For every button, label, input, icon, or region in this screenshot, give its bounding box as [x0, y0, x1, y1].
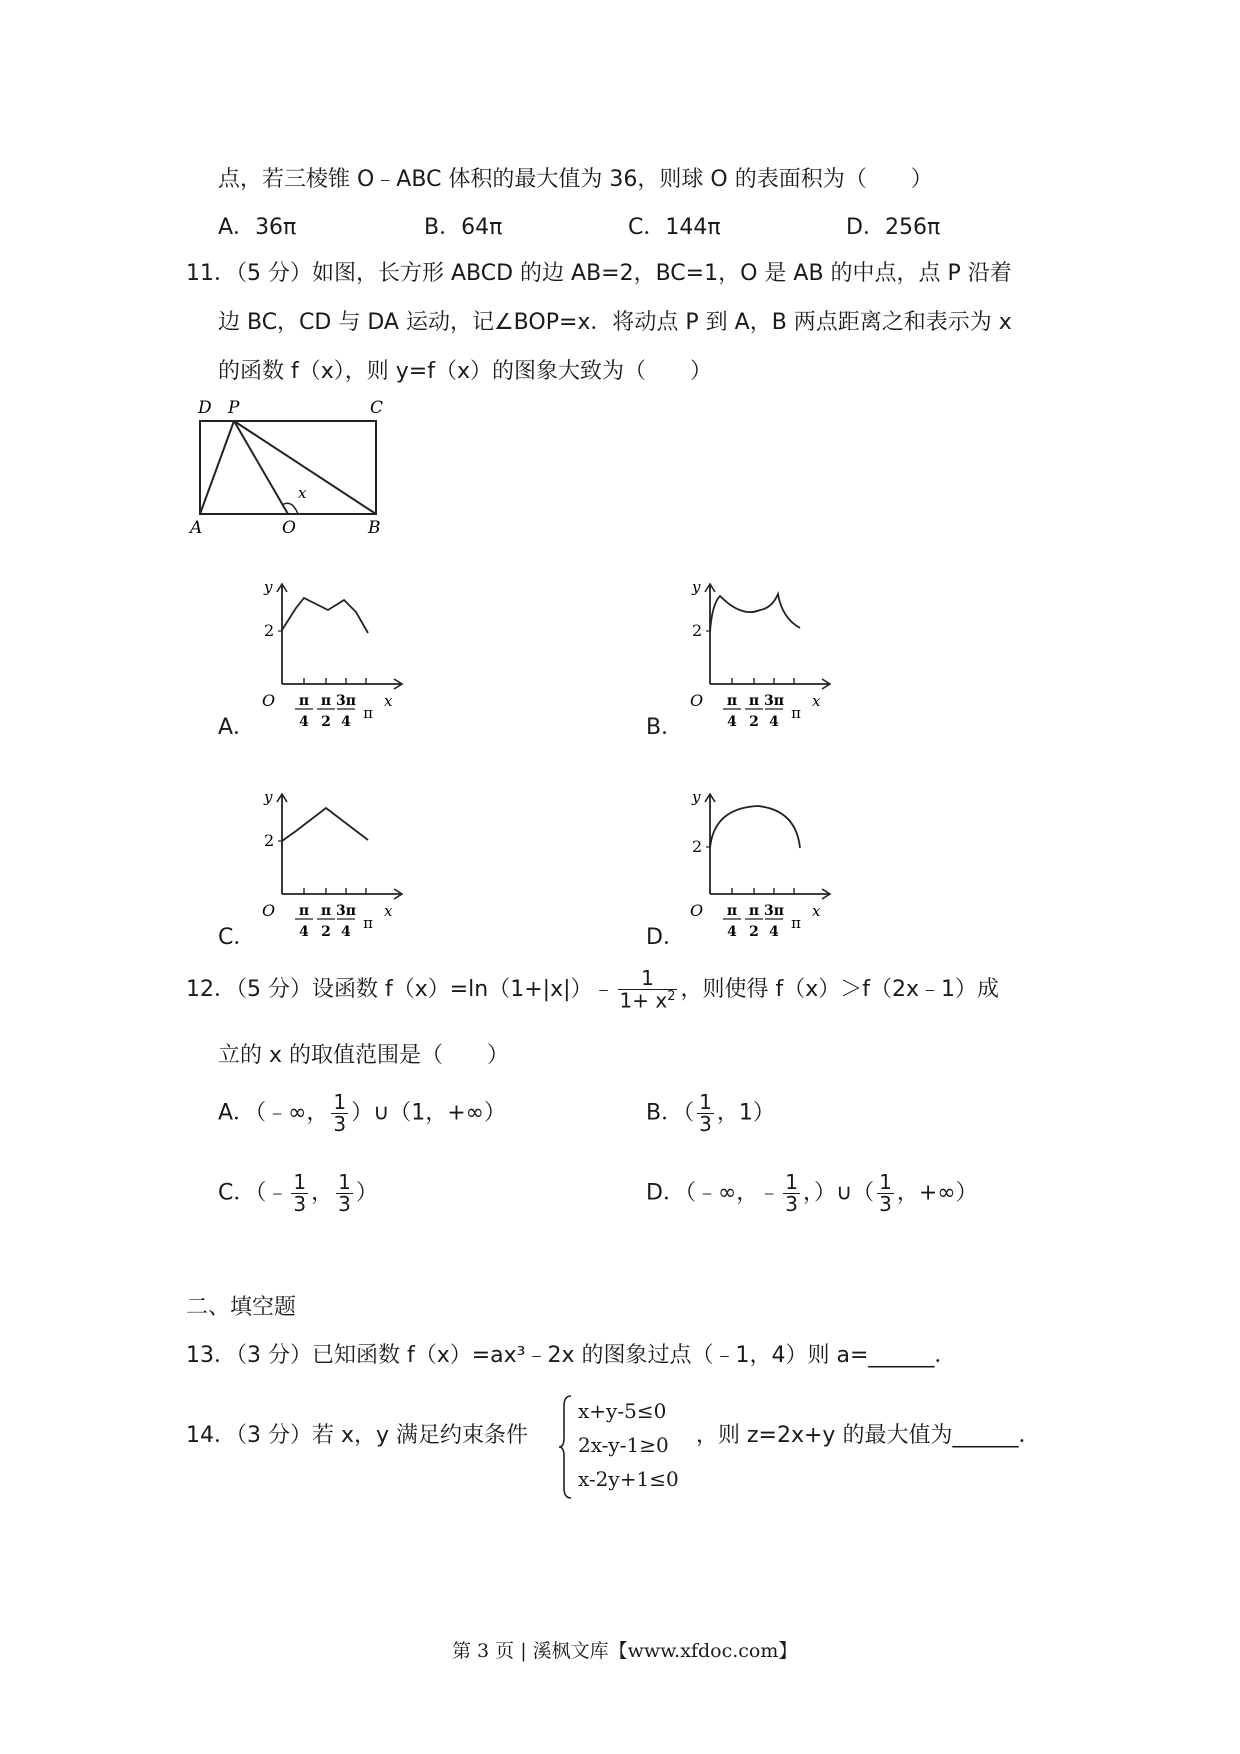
- tick-label-den: 4: [341, 924, 351, 940]
- option-pre: （: [683, 1100, 695, 1126]
- q12-fraction-den: 1+ x: [619, 988, 668, 1013]
- q11-line3: 的函数 f（x），则 y=f（x）的图象大致为（ ）: [218, 359, 712, 384]
- origin-label: O: [690, 901, 704, 920]
- fraction-one-third: $\frac{1}{3}$: [293, 1170, 307, 1216]
- segment-po: [234, 421, 288, 514]
- option-pre: （﹣∞，: [255, 1100, 329, 1126]
- q12-suffix: ，则使得 f（x）＞f（2x﹣1）成: [680, 976, 1000, 1002]
- graph-curve: [710, 806, 800, 848]
- x-axis-label: x: [384, 902, 393, 920]
- rectangle-abcd: [200, 421, 376, 514]
- option-mid: ，: [311, 1180, 334, 1206]
- y-tick-label: 2: [264, 621, 275, 640]
- q10-option-c: [628, 210, 721, 241]
- segment-pa: [200, 421, 234, 514]
- fraction-one-third: $\frac{1}{3}$: [785, 1170, 799, 1216]
- q14-suffix: ，则 z=2x+y 的最大值为______．: [696, 1423, 1041, 1448]
- tick-label-den: 4: [769, 714, 779, 730]
- option-text: 256π: [884, 215, 941, 240]
- label-p: P: [228, 398, 240, 418]
- q10-option-a: [218, 210, 296, 241]
- q11-line1: 11．（5 分）如图，长方形 ABCD 的边 AB=2，BC=1，O 是 AB 的中点，点 P 沿着: [186, 261, 1012, 286]
- q12-fraction-num: 1: [618, 968, 678, 990]
- q14-constraint-2: 2x-y-1≥0: [578, 1433, 669, 1457]
- tick-label-num: π: [298, 693, 310, 709]
- tick-label-num: π: [748, 903, 760, 919]
- q12-line2: 立的 x 的取值范围是（ ）: [218, 1043, 510, 1068]
- option-label: B．: [646, 1100, 684, 1126]
- q12-fraction: [618, 968, 678, 1012]
- page-footer: 第 3 页 | 溪枫文库【www.xfdoc.com】: [452, 1640, 798, 1662]
- y-tick-label: 2: [264, 831, 275, 850]
- q10-stem: 点，若三棱锥 O﹣ABC 体积的最大值为 36，则球 O 的表面积为（ ）: [218, 167, 933, 192]
- label-a: A: [190, 518, 203, 538]
- tick-label-den: 4: [727, 714, 737, 730]
- label-o: O: [282, 518, 296, 538]
- graph-curve: [710, 594, 800, 632]
- tick-label-den: 4: [769, 924, 779, 940]
- section-title: 二、填空题: [186, 1295, 297, 1320]
- tick-label-pi: π: [791, 914, 801, 932]
- option-pre: （: [255, 1180, 267, 1206]
- q13-text: 13．（3 分）已知函数 f（x）=ax³﹣2x 的图象过点（﹣1，4）则 a=______．: [186, 1343, 957, 1368]
- q14-constraint-3: x-2y+1≤0: [578, 1467, 679, 1491]
- tick-label-pi: π: [363, 914, 373, 932]
- q10-option-b: [424, 210, 502, 241]
- label-x: x: [298, 484, 307, 502]
- tick-label-pi: π: [363, 704, 373, 722]
- tick-label-num: 3π: [764, 903, 784, 919]
- graph-a: [256, 578, 416, 738]
- q12-prefix: 12．（5 分）设函数 f（x）=ln（1+|x|）﹣: [186, 976, 615, 1002]
- q11-rectangle-figure: [186, 395, 396, 540]
- q10-option-d: [846, 210, 940, 241]
- option-post: ）: [355, 1180, 378, 1206]
- option-post: ，1）: [716, 1100, 775, 1126]
- y-axis-label: y: [264, 578, 273, 596]
- y-axis-label: y: [264, 788, 273, 806]
- tick-label-pi: π: [791, 704, 801, 722]
- q12-option-d: [646, 1172, 978, 1215]
- tick-label-num: π: [726, 903, 738, 919]
- tick-label-num: 3π: [764, 693, 784, 709]
- tick-label-den: 2: [321, 714, 331, 730]
- option-neg: ﹣: [266, 1180, 289, 1206]
- label-c: C: [370, 398, 384, 418]
- tick-label-num: π: [726, 693, 738, 709]
- fraction-one-third: $\frac{1}{3}$: [879, 1170, 892, 1216]
- y-axis-label: y: [692, 788, 701, 806]
- tick-label-den: 4: [341, 714, 351, 730]
- tick-label-den: 2: [749, 714, 759, 730]
- option-label: C．: [628, 215, 666, 240]
- q12-fraction-den-sup: 2: [667, 989, 676, 1004]
- q11-option-a-label: A．: [218, 715, 256, 740]
- option-label: A．: [218, 1100, 256, 1126]
- option-label: A．: [218, 215, 256, 240]
- graph-curve: [282, 598, 368, 633]
- q11-option-c-label: C．: [218, 925, 256, 950]
- q11-option-b-label: B．: [646, 715, 684, 740]
- tick-label-num: 3π: [336, 693, 356, 709]
- x-axis-label: x: [812, 902, 821, 920]
- fraction-one-third: $\frac{1}{3}$: [338, 1170, 351, 1216]
- tick-label-den: 2: [749, 924, 759, 940]
- y-tick-label: 2: [692, 621, 703, 640]
- tick-label-num: π: [748, 693, 760, 709]
- q12-option-c: [218, 1172, 378, 1215]
- tick-label-den: 4: [299, 924, 309, 940]
- q12-option-a: [218, 1092, 506, 1135]
- y-tick-label: 2: [692, 837, 703, 856]
- q14-prefix: 14．（3 分）若 x，y 满足约束条件: [186, 1423, 529, 1448]
- tick-label-num: 3π: [336, 903, 356, 919]
- fraction-one-third: $\frac{1}{3}$: [699, 1090, 712, 1136]
- graph-d: [684, 788, 844, 948]
- q12-option-b: [646, 1092, 775, 1135]
- label-d: D: [198, 398, 212, 418]
- tick-label-den: 4: [727, 924, 737, 940]
- option-pre: （﹣∞，﹣: [684, 1180, 781, 1206]
- option-text: 36π: [255, 215, 297, 240]
- option-label: B．: [424, 215, 462, 240]
- fraction-one-third: $\frac{1}{3}$: [333, 1090, 347, 1136]
- x-axis-label: x: [384, 692, 393, 710]
- tick-label-num: π: [298, 903, 310, 919]
- option-label: D．: [646, 1180, 685, 1206]
- origin-label: O: [690, 691, 704, 710]
- origin-label: O: [262, 691, 276, 710]
- option-text: 64π: [461, 215, 503, 240]
- option-label: C．: [218, 1180, 256, 1206]
- left-brace-icon: [558, 1394, 574, 1500]
- q12-line1: [186, 968, 999, 1012]
- tick-label-num: π: [320, 693, 332, 709]
- option-mid: ，）∪（: [803, 1180, 875, 1206]
- option-post: ，+∞）: [896, 1180, 978, 1206]
- option-text: 144π: [665, 215, 721, 240]
- q11-option-d-label: D．: [646, 925, 685, 950]
- graph-curve: [282, 808, 368, 841]
- tick-label-num: π: [320, 903, 332, 919]
- y-axis-label: y: [692, 578, 701, 596]
- graph-b: [684, 578, 844, 738]
- label-b: B: [368, 518, 381, 538]
- tick-label-den: 2: [321, 924, 331, 940]
- origin-label: O: [262, 901, 276, 920]
- q11-line2: 边 BC，CD 与 DA 运动，记∠BOP=x．将动点 P 到 A，B 两点距离之和表示为 x: [218, 310, 1012, 335]
- option-post: ）∪（1，+∞）: [351, 1100, 506, 1126]
- x-axis-label: x: [812, 692, 821, 710]
- graph-c: [256, 788, 416, 948]
- q14-constraint-1: x+y-5≤0: [578, 1399, 667, 1423]
- tick-label-den: 4: [299, 714, 309, 730]
- option-label: D．: [846, 215, 885, 240]
